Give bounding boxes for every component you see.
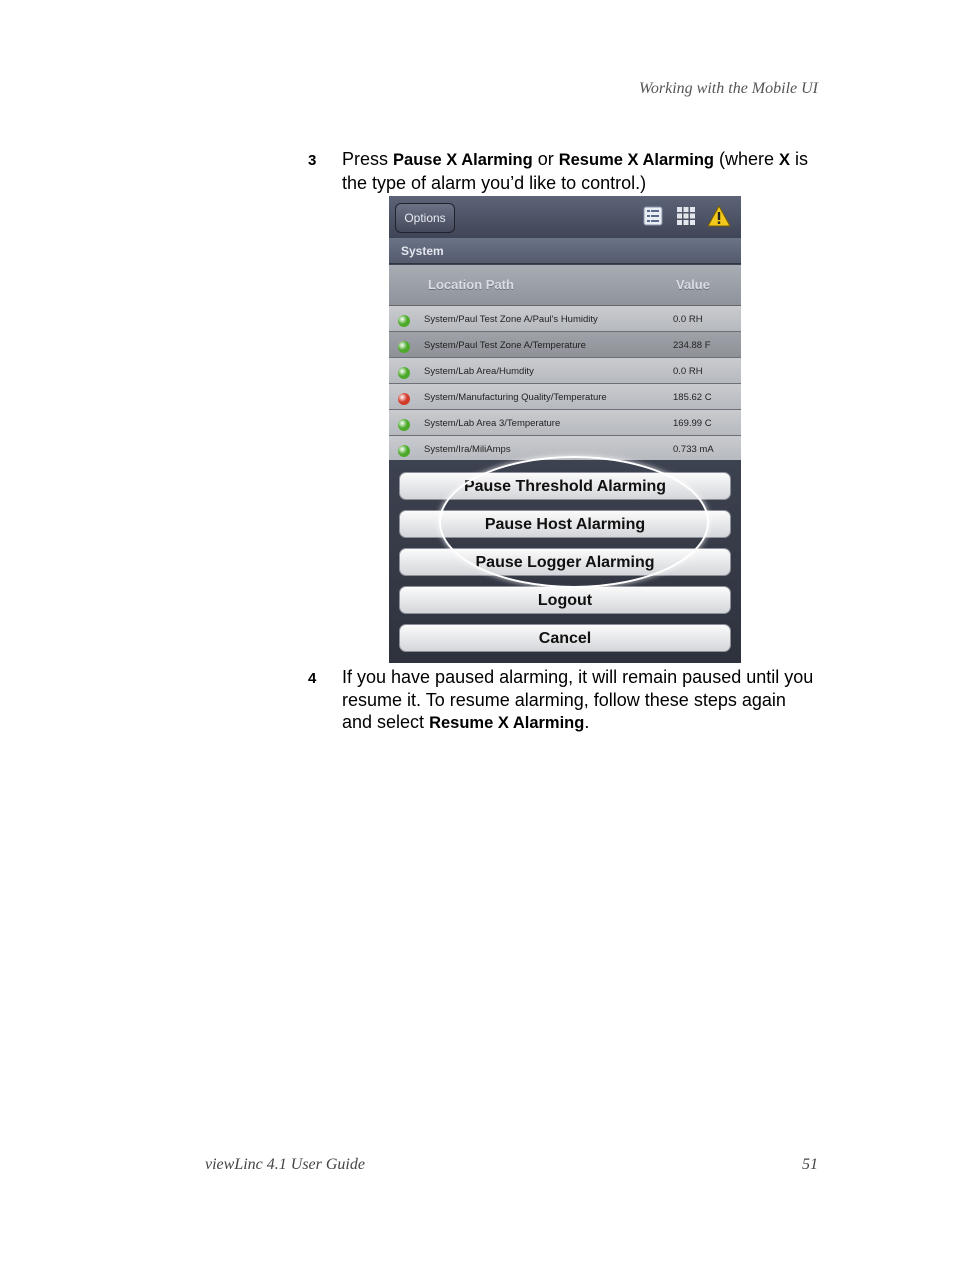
- location-value: 185.62 C: [673, 392, 712, 403]
- location-path: System/Lab Area 3/Temperature: [424, 418, 561, 429]
- options-button[interactable]: Options: [395, 203, 455, 233]
- options-menu: [389, 460, 741, 663]
- step-3: [308, 148, 818, 194]
- status-dot-icon: [398, 367, 410, 379]
- footer-guide-title: viewLinc 4.1 User Guide: [205, 1156, 365, 1173]
- top-toolbar: [389, 196, 741, 239]
- location-list: [389, 306, 741, 462]
- table-row[interactable]: [389, 306, 741, 332]
- status-dot-icon: [398, 315, 410, 327]
- logout-button[interactable]: Logout: [399, 586, 731, 614]
- cancel-button[interactable]: Cancel: [399, 624, 731, 652]
- step-number: 3: [308, 152, 317, 169]
- table-row[interactable]: [389, 384, 741, 410]
- pause-logger-alarming-button[interactable]: Pause Logger Alarming: [399, 548, 731, 576]
- warning-icon[interactable]: [707, 205, 731, 227]
- location-value: 0.0 RH: [673, 314, 703, 325]
- location-value: 169.99 C: [673, 418, 712, 429]
- step-text: Press Pause X Alarming or Resume X Alarming (where X is the type of alarm you’d like to control.): [342, 149, 809, 193]
- table-row[interactable]: [389, 410, 741, 436]
- mobile-ui-screenshot: [389, 196, 741, 663]
- column-header: [389, 265, 741, 306]
- page-number: 51: [802, 1156, 818, 1173]
- location-value: 0.733 mA: [673, 444, 714, 455]
- table-row[interactable]: [389, 358, 741, 384]
- status-dot-icon: [398, 341, 410, 353]
- location-path: System/Lab Area/Humdity: [424, 366, 534, 377]
- table-row[interactable]: [389, 436, 741, 462]
- location-path: System/Paul Test Zone A/Paul's Humidity: [424, 314, 598, 325]
- step-number: 4: [308, 670, 317, 687]
- running-head: Working with the Mobile UI: [639, 80, 818, 97]
- step-4: [308, 666, 818, 735]
- step-text: If you have paused alarming, it will remain paused until you resume it. To resume alarming, follow these steps again and select Resume X Alarming.: [342, 667, 814, 732]
- status-dot-icon: [398, 445, 410, 457]
- section-title: System: [389, 238, 741, 264]
- column-location-path[interactable]: Location Path: [428, 277, 514, 292]
- grid-view-icon[interactable]: [676, 206, 696, 226]
- location-value: 0.0 RH: [673, 366, 703, 377]
- location-path: System/Manufacturing Quality/Temperature: [424, 392, 607, 403]
- location-path: System/Paul Test Zone A/Temperature: [424, 340, 586, 351]
- list-view-icon[interactable]: [643, 206, 663, 226]
- status-dot-icon: [398, 419, 410, 431]
- location-value: 234.88 F: [673, 340, 711, 351]
- location-path: System/Ira/MiliAmps: [424, 444, 511, 455]
- pause-host-alarming-button[interactable]: Pause Host Alarming: [399, 510, 731, 538]
- status-dot-icon: [398, 393, 410, 405]
- pause-threshold-alarming-button[interactable]: Pause Threshold Alarming: [399, 472, 731, 500]
- table-row[interactable]: [389, 332, 741, 358]
- column-value[interactable]: Value: [676, 277, 710, 292]
